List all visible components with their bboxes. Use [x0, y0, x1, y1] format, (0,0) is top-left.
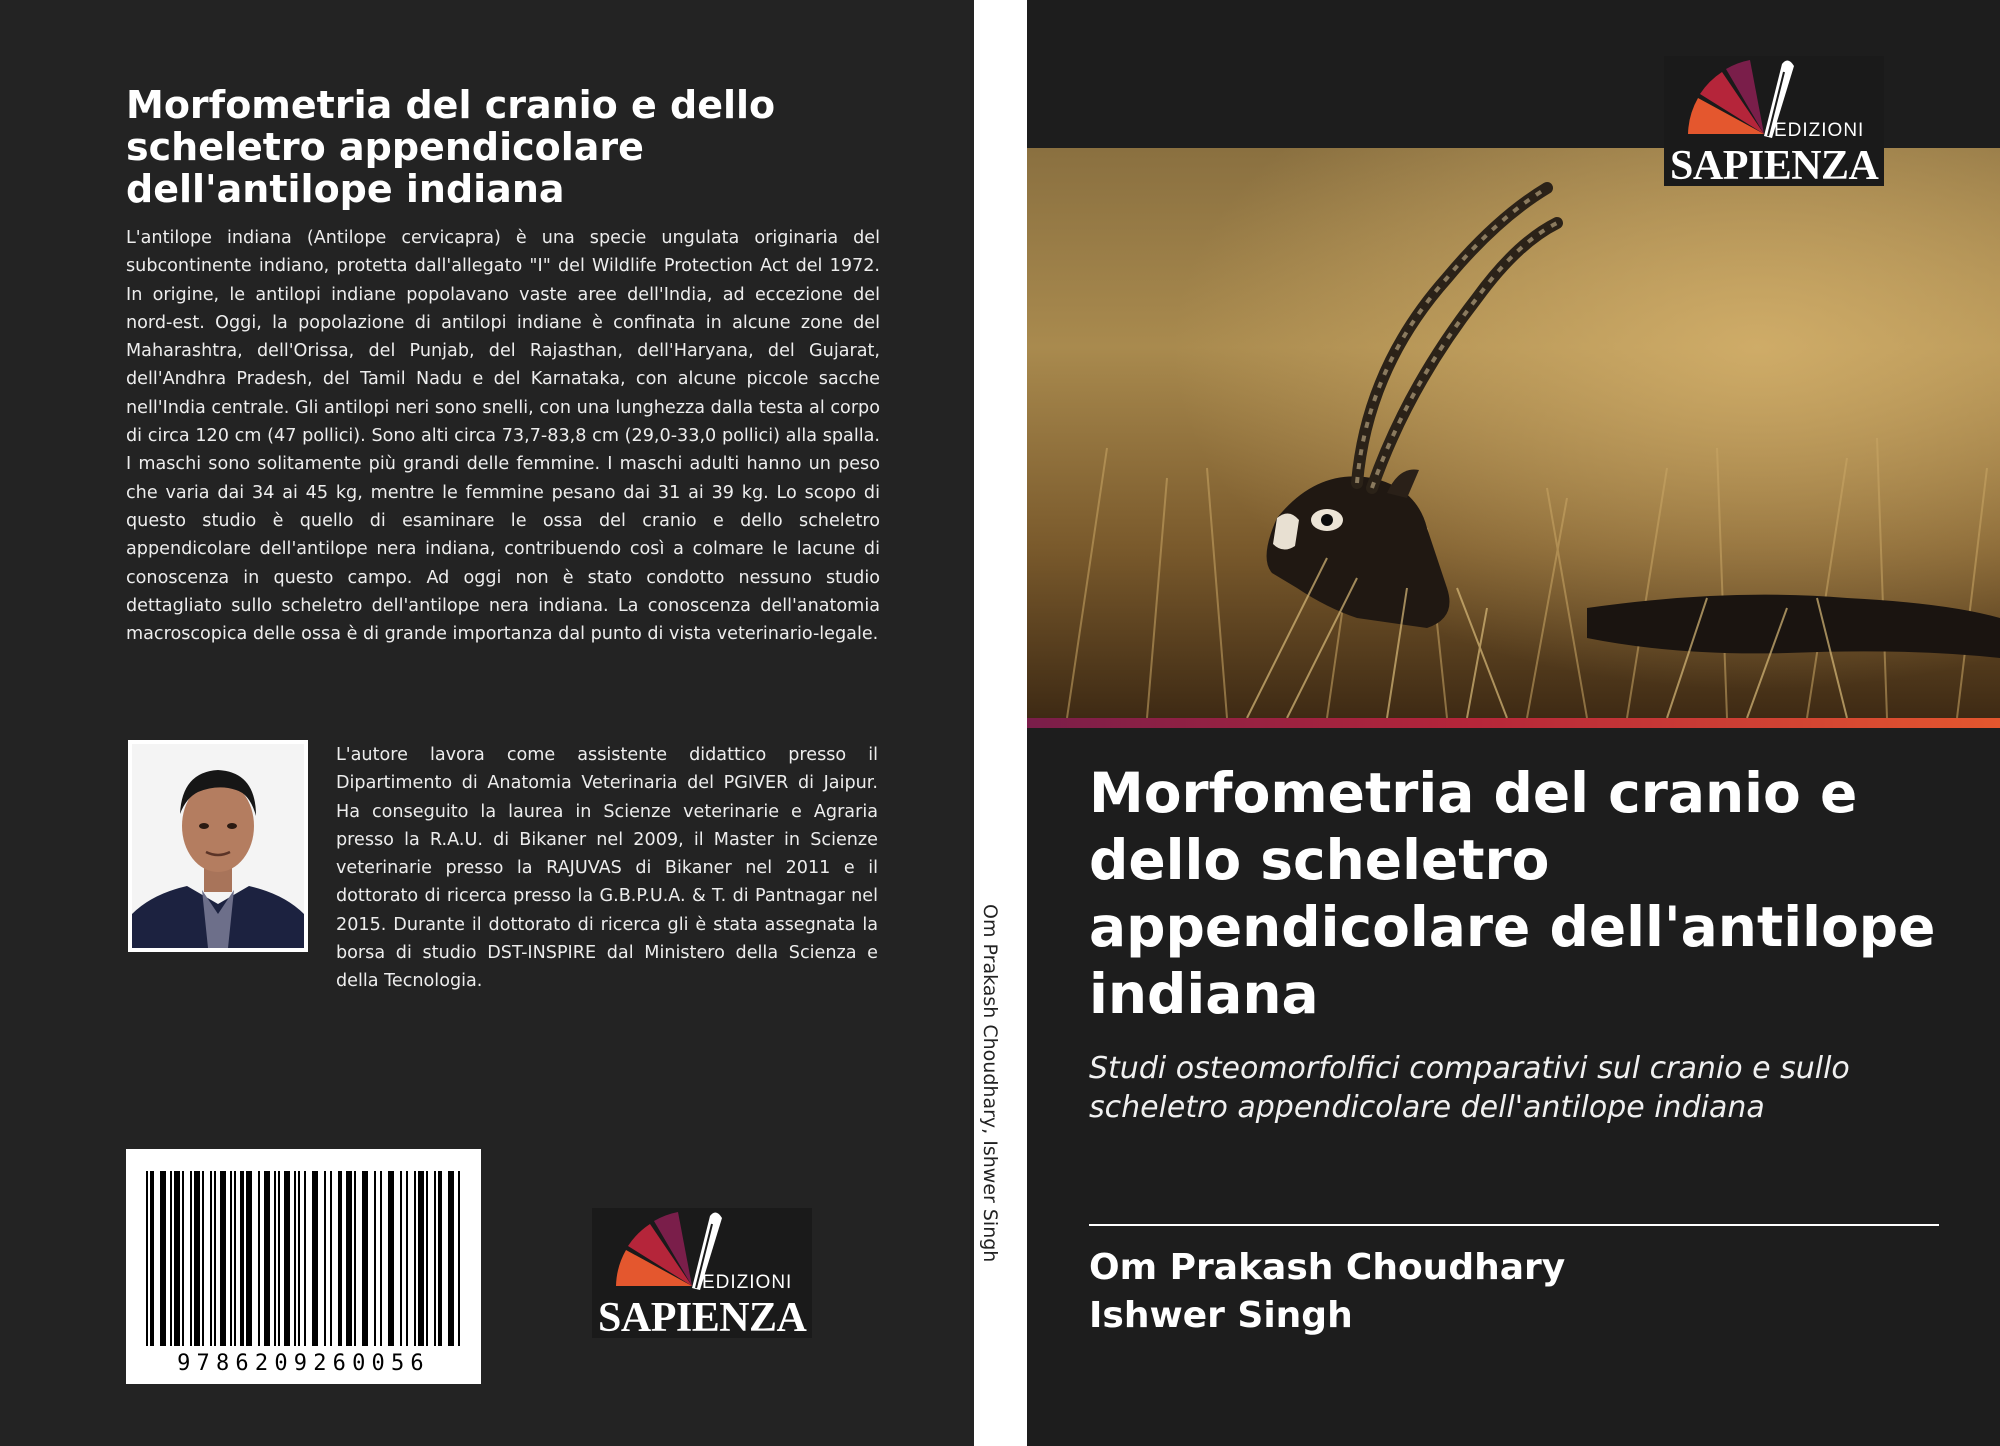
barcode-bar — [380, 1171, 382, 1346]
barcode-bar — [230, 1171, 232, 1346]
barcode-bar — [448, 1171, 454, 1346]
barcode-bar — [194, 1171, 200, 1346]
cover-photo-blackbuck — [1027, 148, 2000, 718]
barcode-bar — [304, 1171, 306, 1346]
barcode-bar — [438, 1171, 442, 1346]
barcode-bar — [324, 1171, 326, 1346]
barcode-bar — [278, 1171, 280, 1346]
barcode-bar — [330, 1171, 332, 1346]
publisher-edizioni: EDIZIONI — [702, 1272, 793, 1293]
barcode-bar — [146, 1171, 148, 1346]
front-cover-author-1: Om Prakash Choudhary — [1089, 1247, 1566, 1288]
publisher-name: SAPIENZA — [598, 1295, 807, 1341]
barcode-bar — [338, 1171, 342, 1346]
barcode-bar — [458, 1171, 460, 1346]
barcode-bar — [264, 1171, 270, 1346]
barcode-bar — [234, 1171, 236, 1346]
barcode-bar — [220, 1171, 226, 1346]
barcode-bar — [246, 1171, 252, 1346]
publisher-edizioni: EDIZIONI — [1774, 120, 1865, 141]
barcode-bar — [362, 1171, 368, 1346]
barcode-bar — [426, 1171, 428, 1346]
barcode-bar — [418, 1171, 424, 1346]
publisher-name: SAPIENZA — [1670, 143, 1879, 189]
barcode-bar — [400, 1171, 402, 1346]
barcode-bar — [294, 1171, 296, 1346]
barcode-bar — [160, 1171, 166, 1346]
back-cover — [0, 0, 974, 1446]
barcode-bar — [354, 1171, 356, 1346]
barcode-bar — [284, 1171, 290, 1346]
author-bio: L'autore lavora come assistente didattico presso il Dipartimento di Anatomia Veterinaria del PGIVER di Jaipur. Ha conseguito la laurea in Scienze veterinarie e Agraria presso la R.A.U. di Bikaner nel 2009, il Master in Scienze veterinarie presso la RAJUVAS di Bikaner nel 2011 e il dottorato di ricerca presso la G.B.P.U.A. & T. di Pantnagar nel 2015. Durante il dottorato di ricerca gli è stata assegnata la borsa di studio DST-INSPIRE dal Ministero della Scienza e della Tecnologia. — [336, 745, 878, 992]
barcode-bar — [202, 1171, 204, 1346]
barcode-bar — [240, 1171, 244, 1346]
divider — [1089, 1224, 1939, 1226]
barcode-bar — [298, 1171, 300, 1346]
barcode-bar — [406, 1171, 408, 1346]
publisher-logo-back — [592, 1208, 812, 1341]
back-cover-summary: L'antilope indiana (Antilope cervicapra) è una specie ungulata originaria del subcontinente indiano, protetta dall'allegato "I" del Wildlife Protection Act del 1972. In origine, le antilopi indiane popolavano vaste aree dell'India, ad eccezione del nord-est. Oggi, la popolazione di antilopi indiane è confinata in alcune zone del Maharashtra, dell'Orissa, del Punjab, del Rajasthan, dell'Haryana, del Gujarat, dell'Andhra Pradesh, del Tamil Nadu e del Karnataka, con alcune piccole sacche nell'India centrale. Gli antilopi neri sono snelli, con una lunghezza dalla testa al corpo di circa 120 cm (47 pollici). Sono alti circa 73,7-83,8 cm (29,0-33,0 pollici) alla spalla. I maschi sono solitamente più grandi delle femmine. I maschi adulti hanno un peso che varia dai 34 ai 45 kg, mentre le femmine pesano dai 31 ai 39 kg. Lo scopo di questo studio è quello di esaminare le ossa del cranio e dello scheletro appendicolare dell'antilope nera indiana, contribuendo così a colmare le lacune di conoscenza in questo campo. Ad oggi non è stato condotto nessuno studio dettagliato sullo scheletro dell'antilope nera indiana. La conoscenza dell'anatomia macroscopica delle ossa è di grande importanza dal punto di vista veterinario-legale. — [126, 228, 880, 645]
publisher-logo-front — [1664, 56, 1884, 189]
back-cover-title: Morfometria del cranio e dello scheletro appendicolare dell'antilope indiana — [126, 83, 776, 211]
front-cover-title: Morfometria del cranio e dello scheletro appendicolare dell'antilope indiana — [1089, 761, 1936, 1026]
barcode-bar — [346, 1171, 352, 1346]
front-cover-author-2: Ishwer Singh — [1089, 1295, 1353, 1336]
barcode-bar — [214, 1171, 216, 1346]
author-photo — [128, 740, 308, 952]
barcode-bar — [170, 1171, 172, 1346]
barcode-bar — [388, 1171, 394, 1346]
barcode-bar — [150, 1171, 154, 1346]
barcode-bar — [414, 1171, 416, 1346]
barcode-bar — [210, 1171, 212, 1346]
barcode-bar — [174, 1171, 180, 1346]
barcode-bar — [434, 1171, 436, 1346]
front-cover-subtitle: Studi osteomorfolfici comparativi sul cranio e sullo scheletro appendicolare dell'antilope indiana — [1089, 1051, 1850, 1125]
spine-authors: Om Prakash Choudhary, Ishwer Singh — [979, 904, 1001, 1263]
barcode-bar — [258, 1171, 260, 1346]
barcode-bar — [190, 1171, 192, 1346]
barcode-bar — [274, 1171, 276, 1346]
barcode-bar — [312, 1171, 318, 1346]
isbn-barcode — [126, 1149, 481, 1384]
isbn-digits: 9786209260056 — [177, 1351, 430, 1376]
barcode-bar — [374, 1171, 376, 1346]
barcode-bar — [182, 1171, 184, 1346]
accent-bar — [1027, 718, 2000, 728]
